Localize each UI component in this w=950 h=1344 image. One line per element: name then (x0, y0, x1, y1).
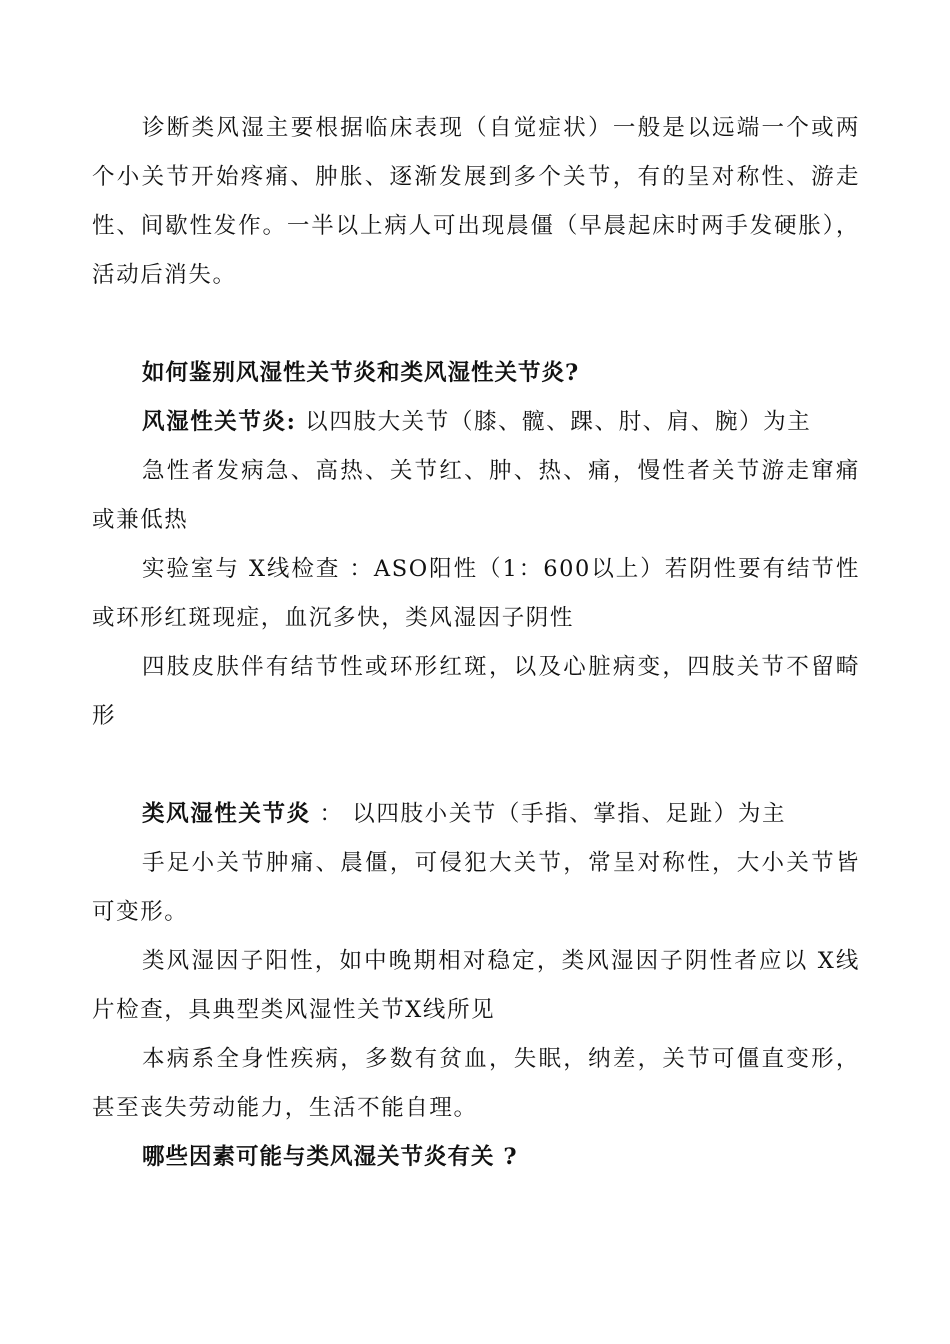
rheumatoid-arthritis-label: 类风湿性关节炎 (142, 801, 311, 827)
rheumatoid-arthritis-lab: 类风湿因子阳性，如中晚期相对稳定，类风湿因子阴性者应以 X线片检查，具典型类风湿性关节X线所见 (92, 948, 860, 1023)
rheumatic-arthritis-label: 风湿性关节炎: (142, 409, 297, 435)
section-heading-differential: 如何鉴别风湿性关节炎和类风湿性关节炎? (142, 360, 580, 386)
rheumatoid-arthritis-systemic: 本病系全身性疾病，多数有贫血，失眠，纳差，关节可僵直变形，甚至丧失劳动能力，生活不能自理。 (92, 1046, 860, 1121)
rheumatic-arthritis-text: 以四肢大关节（膝、髋、踝、肘、肩、腕）为主 (296, 409, 812, 435)
rheumatic-arthritis-skin: 四肢皮肤伴有结节性或环形红斑，以及心脏病变，四肢关节不留畸形 (92, 654, 860, 729)
rheumatoid-arthritis-symptoms: 手足小关节肿痛、晨僵，可侵犯大关节，常呈对称性，大小关节皆可变形。 (92, 850, 860, 925)
section-heading-factors: 哪些因素可能与类风湿关节炎有关 ? (142, 1144, 518, 1170)
rheumatic-arthritis-lab: 实验室与 X线检查 ：ASO阳性（1：600以上）若阴性要有结节性或环形红斑现症，血沉多快，类风湿因子阴性 (92, 556, 860, 631)
document-page (92, 104, 860, 1182)
rheumatoid-arthritis-text: ： 以四肢小关节（手指、掌指、足趾）为主 (310, 801, 787, 827)
intro-paragraph: 诊断类风湿主要根据临床表现（自觉症状）一般是以远端一个或两个小关节开始疼痛、肿胀、逐渐发展到多个关节，有的呈对称性、游走性、间歇性发作。一半以上病人可出现晨僵（早晨起床时两手发硬胀），活动后消失。 (92, 115, 860, 288)
rheumatic-arthritis-symptoms: 急性者发病急、高热、关节红、肿、热、痛，慢性者关节游走窜痛或兼低热 (92, 458, 860, 533)
rheumatoid-arthritis-intro (92, 790, 860, 839)
rheumatic-arthritis-intro (92, 398, 860, 447)
